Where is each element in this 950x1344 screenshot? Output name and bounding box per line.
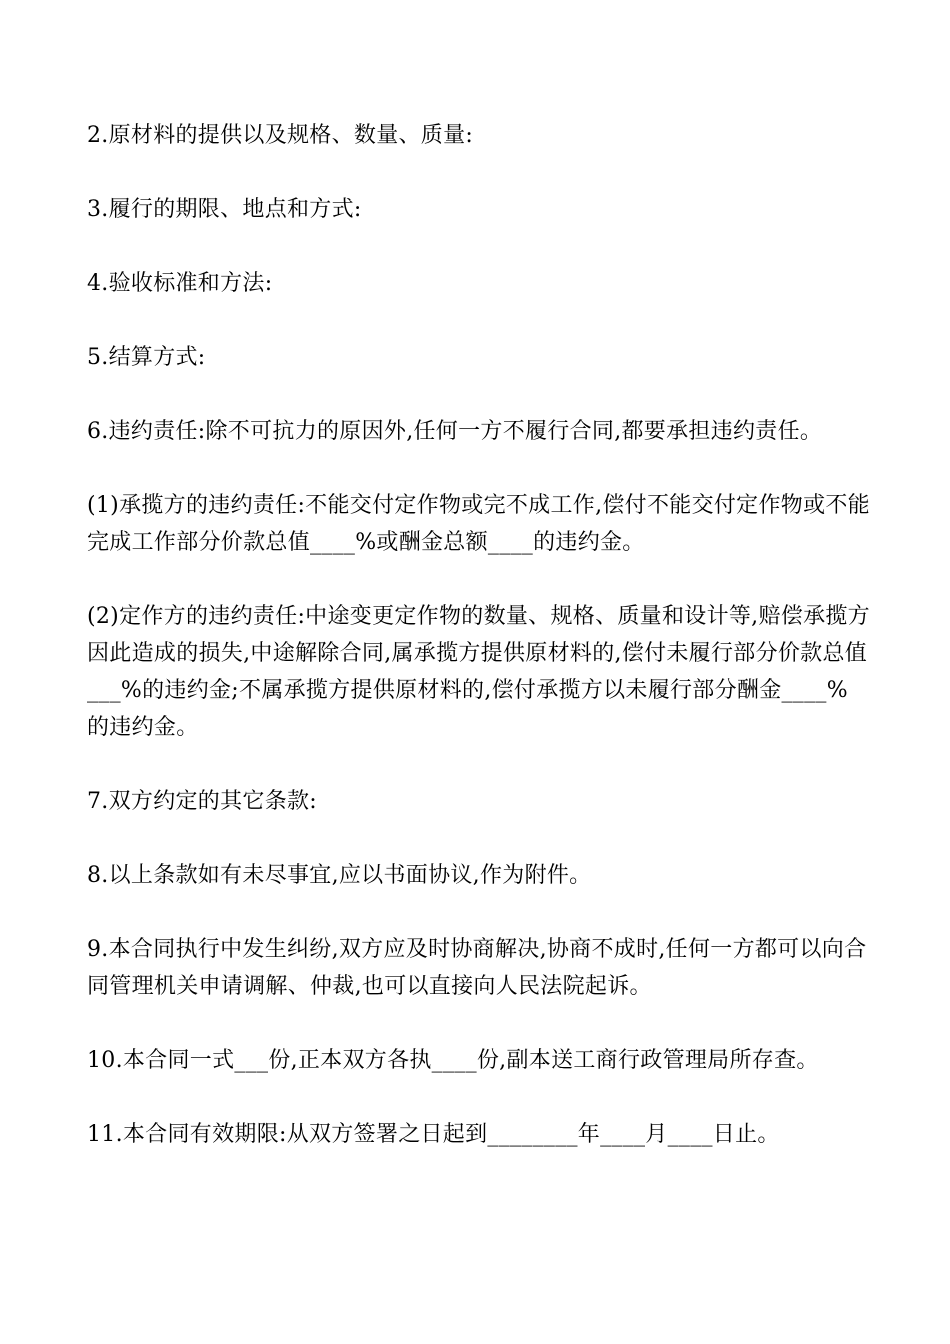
clause-8-supplement: 8.以上条款如有未尽事宜,应以书面协议,作为附件。: [87, 863, 592, 888]
clause-6-liability: 6.违约责任:除不可抗力的原因外,任何一方不履行合同,都要承担违约责任。: [87, 419, 823, 444]
clause-5-settlement: 5.结算方式:: [87, 345, 206, 370]
clause-6-2-orderer-liability: (2)定作方的违约责任:中途变更定作物的数量、规格、质量和设计等,赔偿承揽方因此造成的损失,中途解除合同,属承揽方提供原材料的,偿付未履行部分价款总值___%的违约金;不属承揽方提供原材料的,偿付承揽方以未履行部分酬金____%的违约金。: [87, 604, 870, 740]
clause-10-copies: 10.本合同一式___份,正本双方各执____份,副本送工商行政管理局所存查。: [87, 1048, 819, 1073]
clause-3-performance: 3.履行的期限、地点和方式:: [87, 197, 362, 222]
clause-11-validity: 11.本合同有效期限:从双方签署之日起到________年____月____日止。: [87, 1122, 780, 1147]
clause-4-acceptance: 4.验收标准和方法:: [87, 271, 273, 296]
clause-7-other-terms: 7.双方约定的其它条款:: [87, 789, 318, 814]
clause-2-materials: 2.原材料的提供以及规格、数量、质量:: [87, 123, 474, 148]
clause-6-1-contractor-liability: (1)承揽方的违约责任:不能交付定作物或完不成工作,偿付不能交付定作物或不能完成工作部分价款总值____%或酬金总额____的违约金。: [87, 493, 870, 555]
clause-9-disputes: 9.本合同执行中发生纠纷,双方应及时协商解决,协商不成时,任何一方都可以向合同管理机关申请调解、仲裁,也可以直接向人民法院起诉。: [87, 937, 867, 999]
